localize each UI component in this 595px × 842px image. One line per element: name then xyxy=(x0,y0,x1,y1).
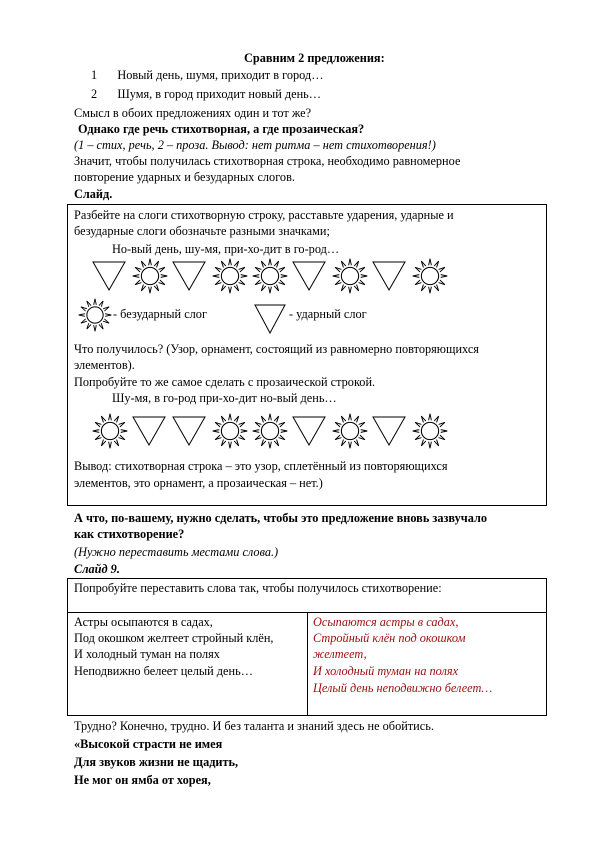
sun-icon xyxy=(252,258,288,298)
question-2: Однако где речь стихотворная, а где прозаическая? xyxy=(78,122,365,136)
quote-line-2: Для звуков жизни не щадить, xyxy=(74,755,239,769)
prose-task: Попробуйте то же самое сделать с прозаической строкой. xyxy=(74,375,376,389)
slide-label: Слайд. xyxy=(74,187,113,201)
sentence-number: 2 xyxy=(91,87,98,101)
poem-scrambled-line-2: Под окошком желтеет стройный клён, xyxy=(74,631,274,645)
sun-icon xyxy=(212,413,248,453)
answer-3: (Нужно переставить местами слова.) xyxy=(74,545,279,559)
quote-line-3: Не мог он ямба от хорея, xyxy=(74,773,211,787)
quote-line-1: «Высокой страсти не имея xyxy=(74,737,223,751)
triangle-icon xyxy=(92,261,126,295)
closing-line: Трудно? Конечно, трудно. И без таланта и знаний здесь не обойтись. xyxy=(74,719,434,733)
sentence-1 xyxy=(91,68,324,83)
poem-correct-line-2: Стройный клён под окошком xyxy=(313,631,466,645)
conclusion-line-2: повторение ударных и безударных слогов. xyxy=(74,170,295,184)
sun-icon xyxy=(332,413,368,453)
question-3-line-1: А что, по-вашему, нужно сделать, чтобы это предложение вновь зазвучало xyxy=(74,511,488,525)
poem-table-divider xyxy=(307,612,308,716)
legend-stressed: - ударный слог xyxy=(289,307,367,321)
sun-icon xyxy=(332,258,368,298)
sentence-text: Шумя, в город приходит новый день… xyxy=(117,87,322,101)
triangle-icon xyxy=(372,416,406,450)
sentence-text: Новый день, шумя, приходит в город… xyxy=(117,68,324,82)
triangle-icon xyxy=(132,416,166,450)
final-line-1: Вывод: стихотворная строка – это узор, сплетённый из повторяющихся xyxy=(74,459,448,473)
page-heading: Сравним 2 предложения: xyxy=(244,51,385,65)
poem-scrambled-line-3: И холодный туман на полях xyxy=(74,647,220,661)
sun-icon xyxy=(132,258,168,298)
result-line-2: элементов). xyxy=(74,358,135,372)
sun-icon xyxy=(92,413,128,453)
legend-triangle xyxy=(254,304,286,338)
sun-icon xyxy=(412,413,448,453)
sentence-2 xyxy=(91,87,321,102)
task-line-1: Разбейте на слоги стихотворную строку, расставьте ударения, ударные и xyxy=(74,208,454,222)
sun-icon xyxy=(78,298,112,332)
poem-correct-line-1: Осыпаются астры в садах, xyxy=(313,615,459,629)
result-line-1: Что получилось? (Узор, орнамент, состоящий из равномерно повторяющихся xyxy=(74,342,479,356)
answer-note: (1 – стих, речь, 2 – проза. Вывод: нет ритма – нет стихотворения!) xyxy=(74,138,436,152)
task-line-2: безударные слоги обозначьте разными значками; xyxy=(74,224,330,238)
box2-task: Попробуйте переставить слова так, чтобы получилось стихотворение: xyxy=(74,581,442,595)
triangle-icon xyxy=(292,416,326,450)
question-3-line-2: как стихотворение? xyxy=(74,527,185,541)
poem-scrambled-line-1: Астры осыпаются в садах, xyxy=(74,615,213,629)
question-1: Смысл в обоих предложениях один и тот же? xyxy=(74,106,312,120)
prose-syllables: Шу-мя, в го-род при-хо-дит но-вый день… xyxy=(112,391,337,405)
poem-correct-line-5: Целый день неподвижно белеет… xyxy=(313,681,493,695)
sentence-number: 1 xyxy=(91,68,98,82)
poem-correct-line-3: желтеет, xyxy=(313,647,367,661)
sun-icon xyxy=(212,258,248,298)
triangle-icon xyxy=(172,416,206,450)
legend-sun xyxy=(78,298,112,336)
slide-9-label: Слайд 9. xyxy=(74,562,120,576)
final-line-2: элементов, это орнамент, а прозаическая – нет.) xyxy=(74,476,323,490)
poem-correct-line-4: И холодный туман на полях xyxy=(313,664,459,678)
triangle-icon xyxy=(172,261,206,295)
sun-icon xyxy=(412,258,448,298)
conclusion-line-1: Значит, чтобы получилась стихотворная строка, необходимо равномерное xyxy=(74,154,461,168)
verse-syllables: Но-вый день, шу-мя, при-хо-дит в го-род… xyxy=(112,242,340,256)
poem-scrambled-line-4: Неподвижно белеет целый день… xyxy=(74,664,254,678)
triangle-icon xyxy=(372,261,406,295)
legend-unstressed: - безударный слог xyxy=(113,307,207,321)
sun-icon xyxy=(252,413,288,453)
triangle-icon xyxy=(292,261,326,295)
triangle-icon xyxy=(254,304,286,334)
